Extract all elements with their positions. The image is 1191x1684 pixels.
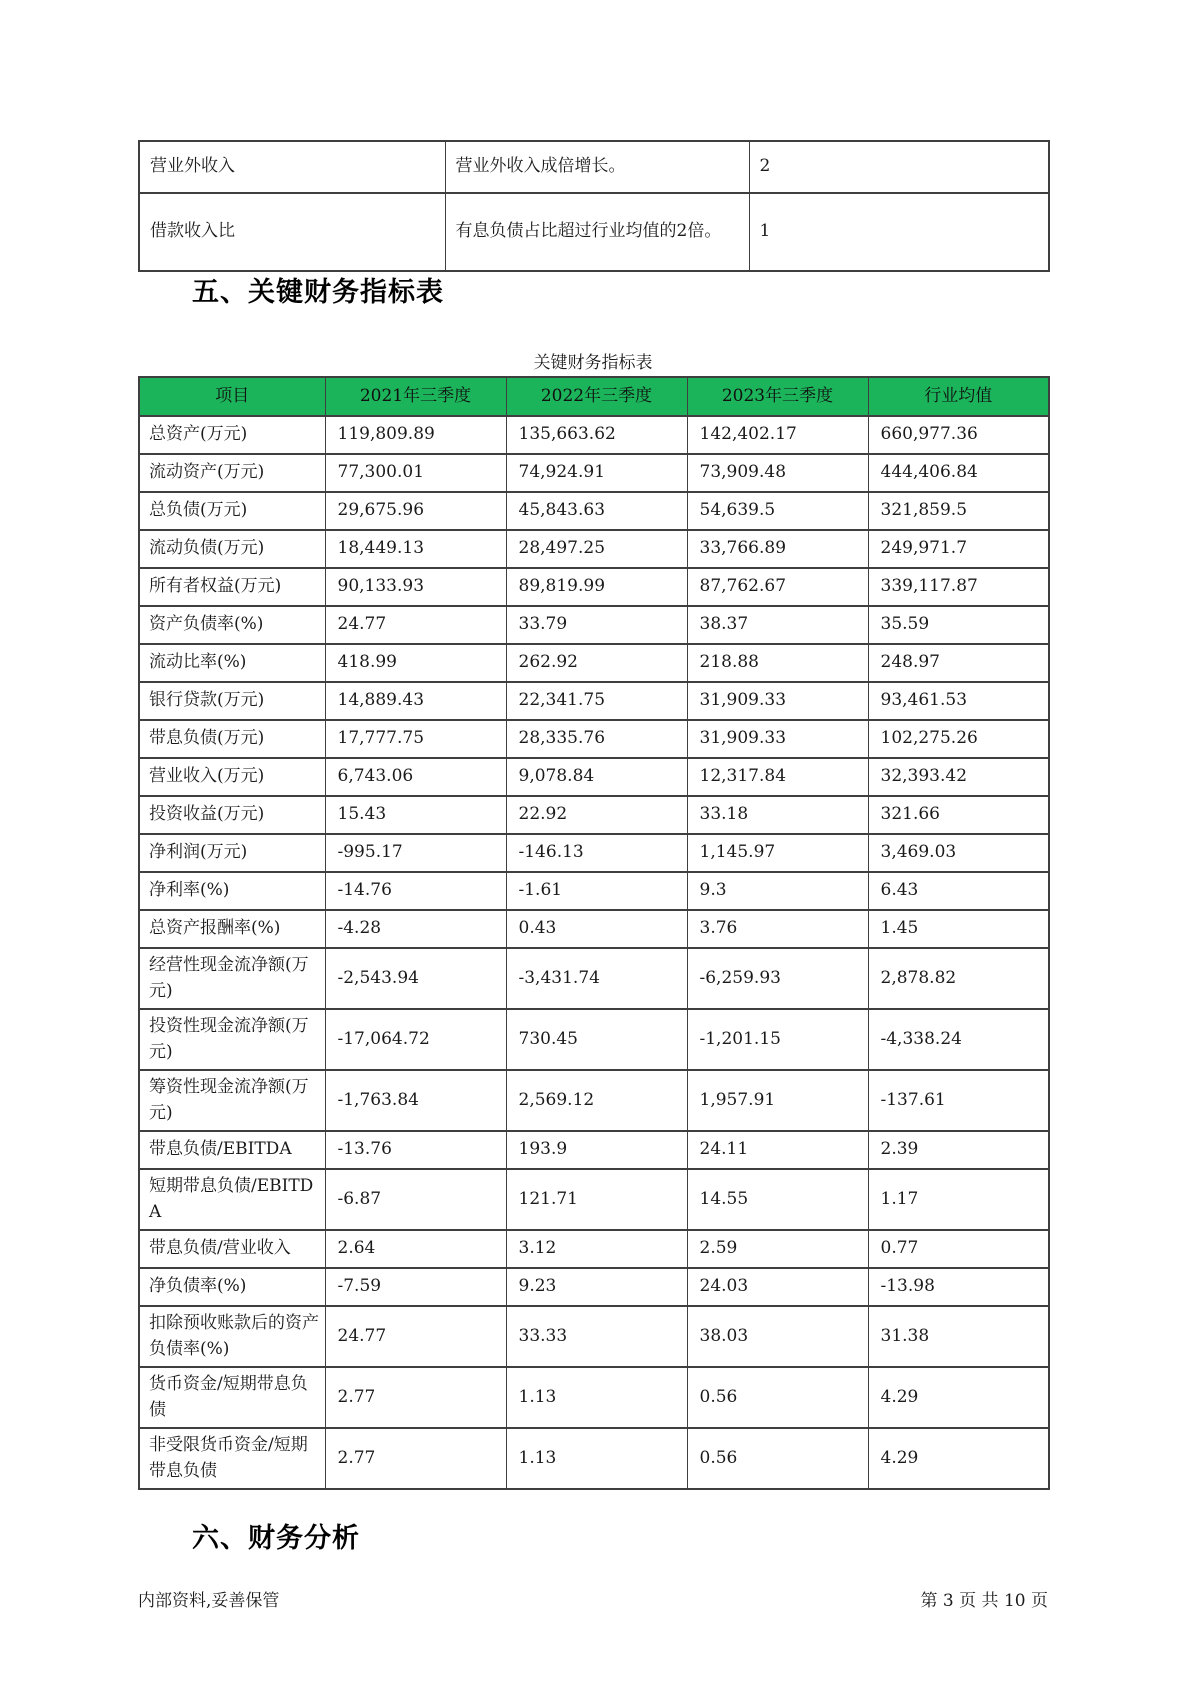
indicator-description-cell: 有息负债占比超过行业均值的2倍。 — [445, 193, 749, 271]
value-cell: 17,777.75 — [325, 720, 506, 758]
value-cell: 4.29 — [868, 1428, 1049, 1489]
table-row — [139, 644, 1049, 682]
value-cell: 29,675.96 — [325, 492, 506, 530]
table-row — [139, 193, 1049, 271]
value-cell: 3.12 — [506, 1230, 687, 1268]
value-cell: 14.55 — [687, 1169, 868, 1230]
value-cell: 193.9 — [506, 1131, 687, 1169]
indicator-name-cell: 扣除预收账款后的资产负债率(%) — [139, 1306, 325, 1367]
indicator-name-cell: 筹资性现金流净额(万元) — [139, 1070, 325, 1131]
value-cell: 90,133.93 — [325, 568, 506, 606]
value-cell: 9.23 — [506, 1268, 687, 1306]
value-cell: 135,663.62 — [506, 416, 687, 454]
table-row — [139, 1131, 1049, 1169]
value-cell: 45,843.63 — [506, 492, 687, 530]
column-header-2021q3: 2021年三季度 — [325, 377, 506, 416]
value-cell: 31.38 — [868, 1306, 1049, 1367]
indicator-name-cell: 总资产报酬率(%) — [139, 910, 325, 948]
column-header-2022q3: 2022年三季度 — [506, 377, 687, 416]
value-cell: 54,639.5 — [687, 492, 868, 530]
table-row — [139, 1009, 1049, 1070]
value-cell: 248.97 — [868, 644, 1049, 682]
key-financial-indicators-table — [138, 376, 1050, 1490]
value-cell: 0.56 — [687, 1428, 868, 1489]
column-header-industry-avg: 行业均值 — [868, 377, 1049, 416]
table-row — [139, 948, 1049, 1009]
value-cell: 2.77 — [325, 1428, 506, 1489]
value-cell: 218.88 — [687, 644, 868, 682]
value-cell: -1.61 — [506, 872, 687, 910]
value-cell: 444,406.84 — [868, 454, 1049, 492]
indicator-name-cell: 资产负债率(%) — [139, 606, 325, 644]
value-cell: 28,497.25 — [506, 530, 687, 568]
value-cell: 2.39 — [868, 1131, 1049, 1169]
table-row — [139, 141, 1049, 193]
indicator-name-cell: 银行贷款(万元) — [139, 682, 325, 720]
indicator-score-cell: 1 — [749, 193, 1049, 271]
indicator-name-cell: 非受限货币资金/短期带息负债 — [139, 1428, 325, 1489]
value-cell: 102,275.26 — [868, 720, 1049, 758]
section-five-heading: 五、关键财务指标表 — [192, 277, 444, 308]
value-cell: 38.37 — [687, 606, 868, 644]
table-row — [139, 758, 1049, 796]
section-six-heading: 六、财务分析 — [192, 1523, 360, 1554]
value-cell: -3,431.74 — [506, 948, 687, 1009]
value-cell: 77,300.01 — [325, 454, 506, 492]
table-row — [139, 682, 1049, 720]
table-row — [139, 1367, 1049, 1428]
value-cell: 2.59 — [687, 1230, 868, 1268]
indicator-description-cell: 营业外收入成倍增长。 — [445, 141, 749, 193]
column-header-item: 项目 — [139, 377, 325, 416]
table-row — [139, 1428, 1049, 1489]
fin-table-body — [139, 416, 1049, 1489]
value-cell: -146.13 — [506, 834, 687, 872]
value-cell: 24.11 — [687, 1131, 868, 1169]
value-cell: 24.77 — [325, 1306, 506, 1367]
value-cell: 4.29 — [868, 1367, 1049, 1428]
value-cell: 6,743.06 — [325, 758, 506, 796]
value-cell: 0.56 — [687, 1367, 868, 1428]
table-row — [139, 1070, 1049, 1131]
value-cell: 93,461.53 — [868, 682, 1049, 720]
indicator-name-cell: 投资性现金流净额(万元) — [139, 1009, 325, 1070]
value-cell: 73,909.48 — [687, 454, 868, 492]
value-cell: 0.43 — [506, 910, 687, 948]
value-cell: 12,317.84 — [687, 758, 868, 796]
indicator-score-cell: 2 — [749, 141, 1049, 193]
value-cell: -14.76 — [325, 872, 506, 910]
indicator-name-cell: 带息负债/EBITDA — [139, 1131, 325, 1169]
value-cell: 33,766.89 — [687, 530, 868, 568]
table-row — [139, 872, 1049, 910]
value-cell: 74,924.91 — [506, 454, 687, 492]
indicator-name-cell: 流动比率(%) — [139, 644, 325, 682]
value-cell: 1.45 — [868, 910, 1049, 948]
value-cell: 1,145.97 — [687, 834, 868, 872]
value-cell: -137.61 — [868, 1070, 1049, 1131]
indicator-name-cell: 投资收益(万元) — [139, 796, 325, 834]
value-cell: 321.66 — [868, 796, 1049, 834]
value-cell: 1.13 — [506, 1367, 687, 1428]
value-cell: 1,957.91 — [687, 1070, 868, 1131]
table-header-row — [139, 377, 1049, 416]
value-cell: 660,977.36 — [868, 416, 1049, 454]
value-cell: 24.77 — [325, 606, 506, 644]
indicator-name-cell: 流动资产(万元) — [139, 454, 325, 492]
value-cell: 339,117.87 — [868, 568, 1049, 606]
value-cell: -17,064.72 — [325, 1009, 506, 1070]
value-cell: 33.79 — [506, 606, 687, 644]
table-row — [139, 1169, 1049, 1230]
value-cell: 2,878.82 — [868, 948, 1049, 1009]
indicator-name-cell: 借款收入比 — [139, 193, 445, 271]
value-cell: 32,393.42 — [868, 758, 1049, 796]
indicator-name-cell: 净利率(%) — [139, 872, 325, 910]
value-cell: 22,341.75 — [506, 682, 687, 720]
indicator-name-cell: 营业外收入 — [139, 141, 445, 193]
value-cell: 33.33 — [506, 1306, 687, 1367]
value-cell: 2.64 — [325, 1230, 506, 1268]
table-row — [139, 606, 1049, 644]
table-row — [139, 1306, 1049, 1367]
column-header-2023q3: 2023年三季度 — [687, 377, 868, 416]
value-cell: 35.59 — [868, 606, 1049, 644]
value-cell: 38.03 — [687, 1306, 868, 1367]
indicator-name-cell: 经营性现金流净额(万元) — [139, 948, 325, 1009]
indicator-name-cell: 带息负债(万元) — [139, 720, 325, 758]
value-cell: -1,201.15 — [687, 1009, 868, 1070]
value-cell: 3.76 — [687, 910, 868, 948]
value-cell: 142,402.17 — [687, 416, 868, 454]
value-cell: -995.17 — [325, 834, 506, 872]
table-row — [139, 492, 1049, 530]
value-cell: 321,859.5 — [868, 492, 1049, 530]
value-cell: 9.3 — [687, 872, 868, 910]
value-cell: 1.17 — [868, 1169, 1049, 1230]
indicator-name-cell: 带息负债/营业收入 — [139, 1230, 325, 1268]
value-cell: 18,449.13 — [325, 530, 506, 568]
value-cell: 24.03 — [687, 1268, 868, 1306]
value-cell: 22.92 — [506, 796, 687, 834]
indicator-name-cell: 货币资金/短期带息负债 — [139, 1367, 325, 1428]
indicator-name-cell: 净利润(万元) — [139, 834, 325, 872]
value-cell: 9,078.84 — [506, 758, 687, 796]
value-cell: 89,819.99 — [506, 568, 687, 606]
value-cell: -1,763.84 — [325, 1070, 506, 1131]
indicator-name-cell: 所有者权益(万元) — [139, 568, 325, 606]
value-cell: 33.18 — [687, 796, 868, 834]
value-cell: -4,338.24 — [868, 1009, 1049, 1070]
value-cell: -6.87 — [325, 1169, 506, 1230]
table-row — [139, 910, 1049, 948]
table-row — [139, 568, 1049, 606]
value-cell: 31,909.33 — [687, 682, 868, 720]
value-cell: -6,259.93 — [687, 948, 868, 1009]
value-cell: 418.99 — [325, 644, 506, 682]
indicator-name-cell: 总资产(万元) — [139, 416, 325, 454]
table-row — [139, 416, 1049, 454]
value-cell: 2.77 — [325, 1367, 506, 1428]
value-cell: 1.13 — [506, 1428, 687, 1489]
value-cell: 249,971.7 — [868, 530, 1049, 568]
footer-page-number: 第 3 页 共 10 页 — [920, 1591, 1048, 1611]
value-cell: -13.98 — [868, 1268, 1049, 1306]
indicator-name-cell: 净负债率(%) — [139, 1268, 325, 1306]
value-cell: 730.45 — [506, 1009, 687, 1070]
value-cell: -13.76 — [325, 1131, 506, 1169]
table-row — [139, 796, 1049, 834]
value-cell: 262.92 — [506, 644, 687, 682]
table-row — [139, 720, 1049, 758]
risk-indicator-table — [138, 140, 1050, 272]
footer-confidential-note: 内部资料,妥善保管 — [138, 1591, 280, 1611]
value-cell: 119,809.89 — [325, 416, 506, 454]
table-row — [139, 454, 1049, 492]
value-cell: 15.43 — [325, 796, 506, 834]
indicator-name-cell: 短期带息负债/EBITDA — [139, 1169, 325, 1230]
value-cell: 121.71 — [506, 1169, 687, 1230]
indicator-name-cell: 营业收入(万元) — [139, 758, 325, 796]
indicator-name-cell: 总负债(万元) — [139, 492, 325, 530]
table-row — [139, 834, 1049, 872]
table-row — [139, 530, 1049, 568]
value-cell: 3,469.03 — [868, 834, 1049, 872]
table-caption: 关键财务指标表 — [533, 353, 653, 373]
value-cell: 2,569.12 — [506, 1070, 687, 1131]
indicator-name-cell: 流动负债(万元) — [139, 530, 325, 568]
value-cell: 6.43 — [868, 872, 1049, 910]
value-cell: 31,909.33 — [687, 720, 868, 758]
value-cell: 0.77 — [868, 1230, 1049, 1268]
table-row — [139, 1230, 1049, 1268]
value-cell: -4.28 — [325, 910, 506, 948]
value-cell: 87,762.67 — [687, 568, 868, 606]
value-cell: 28,335.76 — [506, 720, 687, 758]
value-cell: -7.59 — [325, 1268, 506, 1306]
value-cell: 14,889.43 — [325, 682, 506, 720]
table-row — [139, 1268, 1049, 1306]
value-cell: -2,543.94 — [325, 948, 506, 1009]
